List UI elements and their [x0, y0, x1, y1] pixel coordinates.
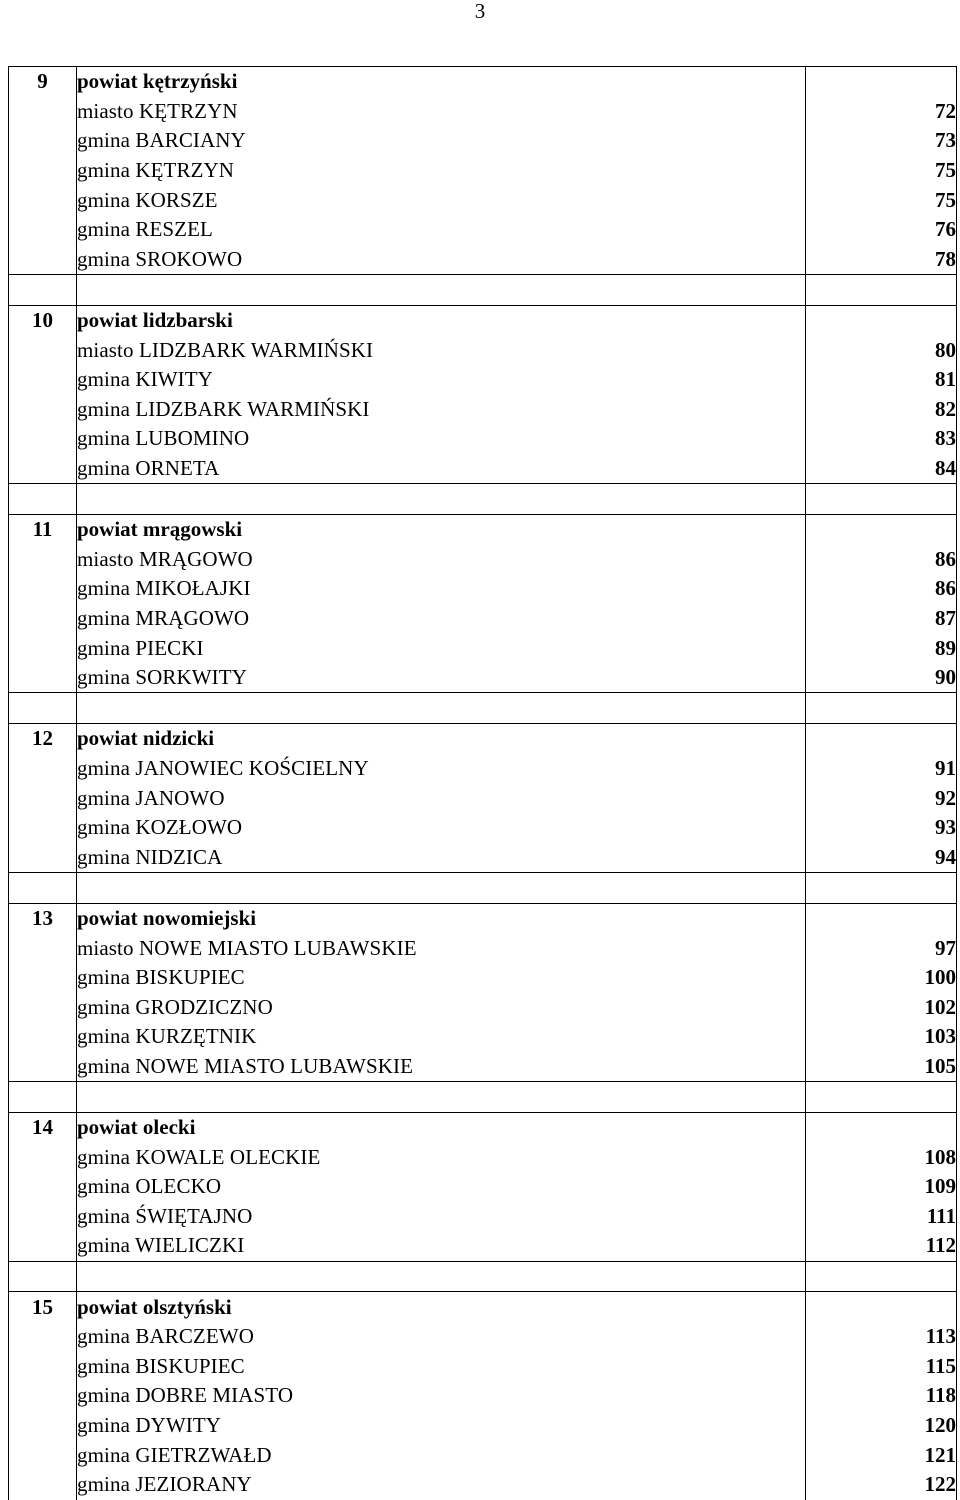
- entry-number-empty: [9, 126, 77, 156]
- toc-entry-row: [9, 1202, 957, 1232]
- section-header-row: [9, 903, 957, 933]
- toc-entry-row: [9, 1322, 957, 1352]
- entry-page: 86: [806, 574, 957, 604]
- entry-page: 115: [806, 1352, 957, 1382]
- spacer-cell: [9, 1082, 77, 1113]
- page-number: 3: [474, 0, 486, 23]
- entry-page: 80: [806, 335, 957, 365]
- entry-number-empty: [9, 156, 77, 186]
- entry-number-empty: [9, 1352, 77, 1382]
- entry-number-empty: [9, 1440, 77, 1470]
- section-header-row: [9, 1292, 957, 1322]
- toc-entry-row: [9, 1022, 957, 1052]
- spacer-cell: [77, 693, 806, 724]
- spacer-cell: [806, 693, 957, 724]
- spacer-cell: [77, 484, 806, 515]
- toc-entry-row: [9, 1352, 957, 1382]
- entry-page: 97: [806, 933, 957, 963]
- section-number: 14: [9, 1112, 77, 1142]
- section-title: powiat nowomiejski: [77, 903, 806, 933]
- spacer-cell: [77, 873, 806, 904]
- entry-number-empty: [9, 1470, 77, 1500]
- entry-number-empty: [9, 1202, 77, 1232]
- toc-entry-row: [9, 783, 957, 813]
- toc-entry-row: [9, 215, 957, 245]
- entry-number-empty: [9, 335, 77, 365]
- entry-number-empty: [9, 215, 77, 245]
- section-page-empty: [806, 305, 957, 335]
- section-page-empty: [806, 724, 957, 754]
- entry-name: gmina KURZĘTNIK: [77, 1022, 806, 1052]
- entry-page: 75: [806, 156, 957, 186]
- entry-page: 83: [806, 424, 957, 454]
- entry-page: 111: [806, 1202, 957, 1232]
- entry-page: 93: [806, 813, 957, 843]
- section-page-empty: [806, 1112, 957, 1142]
- entry-number-empty: [9, 1172, 77, 1202]
- entry-name: gmina KOZŁOWO: [77, 813, 806, 843]
- entry-page: 112: [806, 1231, 957, 1261]
- section-number: 12: [9, 724, 77, 754]
- toc-entry-row: [9, 1172, 957, 1202]
- toc-entry-row: [9, 1440, 957, 1470]
- entry-number-empty: [9, 813, 77, 843]
- entry-name: gmina JANOWIEC KOŚCIELNY: [77, 754, 806, 784]
- toc-entry-row: [9, 842, 957, 872]
- toc-entry-row: [9, 963, 957, 993]
- toc-entry-row: [9, 395, 957, 425]
- entry-name: gmina PIECKI: [77, 633, 806, 663]
- entry-number-empty: [9, 933, 77, 963]
- section-page-empty: [806, 67, 957, 97]
- entry-page: 92: [806, 783, 957, 813]
- toc-entry-row: [9, 604, 957, 634]
- toc-entry-row: [9, 1411, 957, 1441]
- toc-entry-row: [9, 156, 957, 186]
- entry-page: 105: [806, 1052, 957, 1082]
- entry-name: gmina KĘTRZYN: [77, 156, 806, 186]
- section-title: powiat olsztyński: [77, 1292, 806, 1322]
- entry-page: 118: [806, 1381, 957, 1411]
- section-header-row: [9, 1112, 957, 1142]
- entry-number-empty: [9, 1022, 77, 1052]
- section-page-empty: [806, 903, 957, 933]
- entry-page: 120: [806, 1411, 957, 1441]
- entry-number-empty: [9, 1322, 77, 1352]
- entry-name: gmina KORSZE: [77, 185, 806, 215]
- spacer-cell: [77, 1261, 806, 1292]
- toc-entry-row: [9, 1142, 957, 1172]
- entry-page: 109: [806, 1172, 957, 1202]
- toc-entry-row: [9, 933, 957, 963]
- entry-number-empty: [9, 395, 77, 425]
- entry-number-empty: [9, 97, 77, 127]
- toc-entry-row: [9, 245, 957, 275]
- entry-number-empty: [9, 1381, 77, 1411]
- toc-body: [9, 67, 957, 1500]
- table-of-contents: [8, 66, 957, 1500]
- entry-number-empty: [9, 842, 77, 872]
- entry-page: 76: [806, 215, 957, 245]
- spacer-cell: [9, 693, 77, 724]
- toc-entry-row: [9, 185, 957, 215]
- spacer-cell: [9, 873, 77, 904]
- entry-number-empty: [9, 574, 77, 604]
- toc-entry-row: [9, 1231, 957, 1261]
- entry-name: gmina DYWITY: [77, 1411, 806, 1441]
- section-spacer-row: [9, 873, 957, 904]
- entry-name: gmina LUBOMINO: [77, 424, 806, 454]
- entry-page: 102: [806, 992, 957, 1022]
- entry-name: gmina WIELICZKI: [77, 1231, 806, 1261]
- entry-page: 73: [806, 126, 957, 156]
- section-spacer-row: [9, 1261, 957, 1292]
- toc-entry-row: [9, 663, 957, 693]
- section-number: 10: [9, 305, 77, 335]
- entry-number-empty: [9, 545, 77, 575]
- entry-number-empty: [9, 365, 77, 395]
- toc-entry-row: [9, 97, 957, 127]
- entry-number-empty: [9, 633, 77, 663]
- entry-name: gmina ORNETA: [77, 454, 806, 484]
- toc-entry-row: [9, 1052, 957, 1082]
- spacer-cell: [9, 1261, 77, 1292]
- entry-page: 89: [806, 633, 957, 663]
- entry-page: 94: [806, 842, 957, 872]
- spacer-cell: [806, 484, 957, 515]
- section-page-empty: [806, 1292, 957, 1322]
- spacer-cell: [806, 1082, 957, 1113]
- section-number: 15: [9, 1292, 77, 1322]
- entry-page: 90: [806, 663, 957, 693]
- toc-entry-row: [9, 1381, 957, 1411]
- entry-name: miasto KĘTRZYN: [77, 97, 806, 127]
- entry-name: miasto LIDZBARK WARMIŃSKI: [77, 335, 806, 365]
- section-header-row: [9, 724, 957, 754]
- entry-page: 100: [806, 963, 957, 993]
- toc-entry-row: [9, 813, 957, 843]
- entry-number-empty: [9, 963, 77, 993]
- toc-entry-row: [9, 454, 957, 484]
- entry-name: gmina KIWITY: [77, 365, 806, 395]
- spacer-cell: [806, 1261, 957, 1292]
- spacer-cell: [806, 873, 957, 904]
- entry-number-empty: [9, 424, 77, 454]
- entry-name: miasto NOWE MIASTO LUBAWSKIE: [77, 933, 806, 963]
- entry-page: 78: [806, 245, 957, 275]
- section-title: powiat kętrzyński: [77, 67, 806, 97]
- entry-name: gmina JANOWO: [77, 783, 806, 813]
- entry-page: 108: [806, 1142, 957, 1172]
- section-spacer-row: [9, 275, 957, 306]
- entry-name: gmina BISKUPIEC: [77, 1352, 806, 1382]
- entry-page: 82: [806, 395, 957, 425]
- entry-name: gmina SORKWITY: [77, 663, 806, 693]
- entry-name: gmina MIKOŁAJKI: [77, 574, 806, 604]
- entry-name: gmina JEZIORANY: [77, 1470, 806, 1500]
- entry-number-empty: [9, 454, 77, 484]
- entry-page: 87: [806, 604, 957, 634]
- toc-entry-row: [9, 754, 957, 784]
- section-number: 9: [9, 67, 77, 97]
- spacer-cell: [77, 1082, 806, 1113]
- spacer-cell: [9, 275, 77, 306]
- entry-name: miasto MRĄGOWO: [77, 545, 806, 575]
- entry-number-empty: [9, 1052, 77, 1082]
- entry-name: gmina NOWE MIASTO LUBAWSKIE: [77, 1052, 806, 1082]
- section-page-empty: [806, 514, 957, 544]
- entry-number-empty: [9, 1231, 77, 1261]
- entry-number-empty: [9, 1411, 77, 1441]
- spacer-cell: [9, 484, 77, 515]
- toc-entry-row: [9, 365, 957, 395]
- entry-name: gmina GRODZICZNO: [77, 992, 806, 1022]
- section-title: powiat lidzbarski: [77, 305, 806, 335]
- spacer-cell: [806, 275, 957, 306]
- spacer-cell: [77, 275, 806, 306]
- section-title: powiat nidzicki: [77, 724, 806, 754]
- entry-page: 75: [806, 185, 957, 215]
- section-header-row: [9, 67, 957, 97]
- section-number: 13: [9, 903, 77, 933]
- section-title: powiat mrągowski: [77, 514, 806, 544]
- entry-page: 86: [806, 545, 957, 575]
- toc-entry-row: [9, 126, 957, 156]
- section-title: powiat olecki: [77, 1112, 806, 1142]
- section-number: 11: [9, 514, 77, 544]
- entry-number-empty: [9, 1142, 77, 1172]
- entry-number-empty: [9, 783, 77, 813]
- toc-entry-row: [9, 1470, 957, 1500]
- section-spacer-row: [9, 693, 957, 724]
- toc-entry-row: [9, 633, 957, 663]
- entry-name: gmina DOBRE MIASTO: [77, 1381, 806, 1411]
- entry-number-empty: [9, 754, 77, 784]
- entry-name: gmina SROKOWO: [77, 245, 806, 275]
- entry-name: gmina MRĄGOWO: [77, 604, 806, 634]
- entry-name: gmina RESZEL: [77, 215, 806, 245]
- entry-name: gmina LIDZBARK WARMIŃSKI: [77, 395, 806, 425]
- toc-entry-row: [9, 545, 957, 575]
- section-header-row: [9, 514, 957, 544]
- toc-entry-row: [9, 335, 957, 365]
- toc-entry-row: [9, 992, 957, 1022]
- entry-name: gmina GIETRZWAŁD: [77, 1440, 806, 1470]
- entry-page: 81: [806, 365, 957, 395]
- entry-number-empty: [9, 185, 77, 215]
- entry-page: 113: [806, 1322, 957, 1352]
- entry-name: gmina BARCIANY: [77, 126, 806, 156]
- entry-page: 84: [806, 454, 957, 484]
- entry-page: 72: [806, 97, 957, 127]
- entry-name: gmina ŚWIĘTAJNO: [77, 1202, 806, 1232]
- section-spacer-row: [9, 484, 957, 515]
- entry-name: gmina KOWALE OLECKIE: [77, 1142, 806, 1172]
- entry-number-empty: [9, 663, 77, 693]
- section-header-row: [9, 305, 957, 335]
- entry-page: 91: [806, 754, 957, 784]
- entry-name: gmina BARCZEWO: [77, 1322, 806, 1352]
- entry-name: gmina BISKUPIEC: [77, 963, 806, 993]
- entry-number-empty: [9, 992, 77, 1022]
- toc-entry-row: [9, 574, 957, 604]
- entry-number-empty: [9, 604, 77, 634]
- entry-page: 103: [806, 1022, 957, 1052]
- entry-name: gmina NIDZICA: [77, 842, 806, 872]
- toc-entry-row: [9, 424, 957, 454]
- section-spacer-row: [9, 1082, 957, 1113]
- entry-name: gmina OLECKO: [77, 1172, 806, 1202]
- entry-page: 121: [806, 1440, 957, 1470]
- entry-page: 122: [806, 1470, 957, 1500]
- entry-number-empty: [9, 245, 77, 275]
